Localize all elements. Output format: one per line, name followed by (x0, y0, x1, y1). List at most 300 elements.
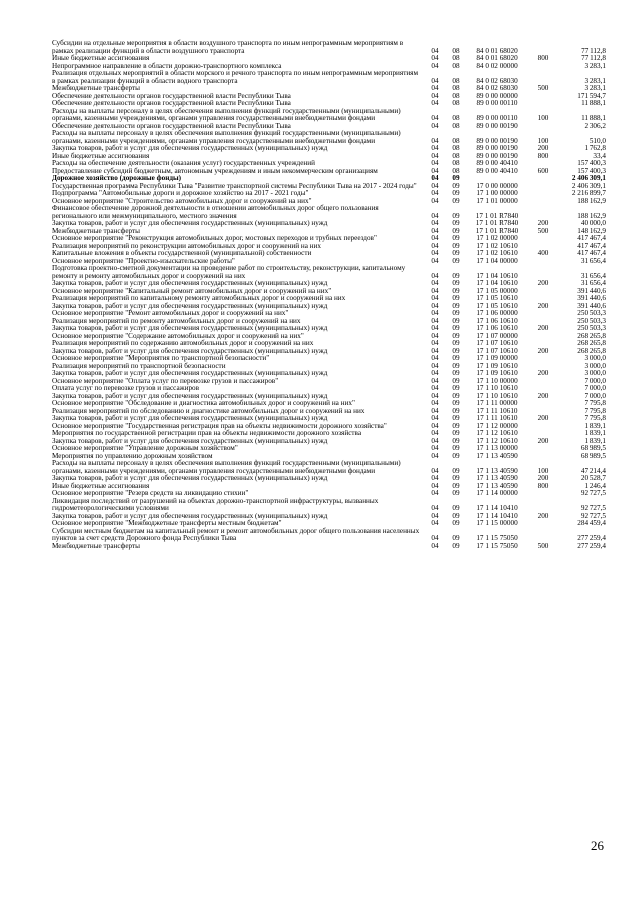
row-expense-type: 200 (537, 144, 549, 152)
row-subsection: 09 (452, 211, 460, 220)
table-row (52, 265, 606, 280)
row-target-article: 17 1 11 10610 (476, 414, 518, 422)
row-amount: 1 839,1 (584, 436, 606, 445)
row-section: 04 (431, 99, 439, 107)
page-number: 26 (591, 838, 604, 853)
row-section: 04 (431, 354, 439, 362)
row-description: Закупка товаров, работ и услуг для обеспечения государственных (муниципальных) нужд (52, 414, 328, 422)
row-description: Закупка товаров, работ и услуг для обеспечения государственных (муниципальных) нужд (52, 301, 328, 310)
row-section: 04 (431, 384, 439, 392)
row-section: 04 (431, 429, 439, 437)
row-section: 04 (431, 339, 439, 347)
row-target-article: 17 1 06 00000 (476, 309, 518, 317)
row-description: Реализация мероприятий по капитальному ремонту автомобильных дорог и сооружений на них (52, 294, 346, 302)
row-target-article: 17 1 01 R7840 (475, 211, 519, 220)
row-target-article: 89 0 00 00190 (476, 144, 518, 152)
row-target-article: 17 1 14 10410 (476, 504, 518, 512)
row-section: 04 (431, 211, 439, 220)
row-description: Закупка товаров, работ и услуг для обеспечения государственных (муниципальных) нужд (52, 219, 328, 227)
row-description: Закупка товаров, работ и услуг для обеспечения государственных (муниципальных) нужд (52, 474, 328, 482)
row-target-article: 17 1 06 10610 (476, 316, 518, 325)
row-description: Непрограммное направление в области дорожно-транспортного комплекса (52, 61, 282, 70)
row-section: 04 (431, 241, 439, 250)
row-target-article: 17 1 07 10610 (476, 339, 518, 347)
row-target-article: 17 1 09 00000 (476, 354, 518, 362)
row-target-article: 17 1 00 00000 (476, 189, 518, 197)
row-section: 04 (431, 54, 439, 62)
row-section: 04 (431, 76, 439, 85)
row-expense-type: 600 (537, 166, 549, 175)
row-expense-type (528, 258, 558, 266)
row-description: Государственная программа Республики Тыва "Развитие транспортной системы Республики Тыва на 2017 - 2024 годы" (52, 181, 417, 190)
row-subsection: 09 (452, 444, 460, 452)
table-row (52, 70, 606, 85)
row-section: 04 (431, 256, 439, 265)
row-description: Основное мероприятие "Строительство автомобильных дорог и сооружений на них" (52, 196, 312, 205)
row-subsection: 09 (452, 421, 460, 430)
row-section: 04 (431, 504, 439, 512)
row-description: Оплата услуг по перевозке грузов и пассажиров (52, 384, 200, 392)
row-subsection: 09 (452, 511, 460, 520)
row-subsection: 09 (452, 294, 460, 302)
row-expense-type (528, 175, 558, 183)
row-expense-type: 800 (537, 54, 549, 62)
row-subsection: 08 (452, 114, 460, 122)
row-amount: 1 246,4 (584, 481, 606, 490)
row-target-article: 17 1 02 00000 (476, 234, 518, 242)
row-description: Основное мероприятие "Оплата услуг по перевозке грузов и пассажиров" (52, 376, 279, 385)
row-expense-type (528, 265, 558, 280)
row-amount: 33,4 (593, 151, 606, 160)
row-description: Межбюджетные трансферты (52, 226, 140, 235)
row-amount: 20 528,7 (580, 474, 606, 482)
row-amount: 7 000,0 (584, 384, 606, 392)
row-section: 04 (431, 451, 439, 460)
row-description: Расходы на обеспечение деятельности (оказания услуг) государственных учреждений (52, 159, 315, 167)
row-target-article: 17 1 05 10610 (476, 301, 518, 310)
row-target-article: 17 1 15 75050 (476, 541, 518, 550)
row-subsection: 09 (452, 189, 460, 197)
row-subsection: 09 (452, 286, 460, 295)
row-target-article: 17 1 09 10610 (476, 369, 518, 377)
row-subsection: 09 (452, 519, 460, 527)
row-section: 04 (431, 234, 439, 242)
row-expense-type (528, 378, 558, 386)
row-target-article: 17 1 04 10610 (476, 279, 518, 287)
row-expense-type (528, 310, 558, 318)
row-expense-type (528, 198, 558, 206)
row-expense-type: 800 (537, 151, 549, 160)
row-expense-type: 200 (537, 346, 549, 355)
row-section: 04 (431, 436, 439, 445)
row-section: 04 (431, 399, 439, 407)
row-description: Мероприятия по государственной регистрации прав на объекты недвижимости дорожного хозяйства (52, 429, 362, 437)
row-description: Основное мероприятие "Капитальный ремонт автомобильных дорог и сооружений на них" (52, 286, 332, 295)
row-target-article: 17 1 07 00000 (476, 331, 518, 340)
row-subsection: 09 (452, 474, 460, 482)
row-subsection: 09 (452, 391, 460, 400)
budget-table (52, 40, 606, 550)
table-row (52, 40, 606, 55)
row-subsection: 09 (452, 414, 460, 422)
row-section: 04 (431, 121, 439, 130)
row-description: Реализация мероприятий по ремонту автомобильных дорог и сооружений на них (52, 316, 301, 325)
row-expense-type (528, 333, 558, 341)
row-expense-type (528, 63, 558, 71)
row-description: Основное мероприятие "Управление дорожным хозяйством" (52, 444, 238, 452)
row-subsection: 08 (452, 46, 460, 55)
row-section: 04 (431, 421, 439, 430)
row-target-article: 89 0 00 00000 (476, 91, 518, 100)
row-subsection: 09 (452, 339, 460, 347)
row-amount: 77 112,8 (581, 46, 606, 55)
row-description: Закупка товаров, работ и услуг для обеспечения государственных (муниципальных) нужд (52, 279, 328, 287)
row-expense-type (528, 520, 558, 528)
row-target-article: 89 0 00 00190 (476, 121, 518, 130)
row-description: Основное мероприятие "Обследование и диагностика автомобильных дорог и сооружений на них" (52, 399, 355, 407)
row-subsection: 09 (452, 331, 460, 340)
row-subsection: 09 (452, 309, 460, 317)
row-amount: 7 000,0 (584, 391, 606, 400)
row-description: Субсидии на отдельные мероприятия в области воздушного транспорта по иным непрограммным мероприятиям в рамках реализации функций в области воздушного транспорта (52, 39, 404, 55)
row-subsection: 08 (452, 84, 460, 92)
row-section: 04 (431, 294, 439, 302)
row-amount: 268 265,8 (577, 346, 606, 355)
row-subsection: 09 (452, 226, 460, 235)
row-target-article: 17 1 13 00000 (476, 444, 518, 452)
row-target-article: 84 0 01 68020 (476, 46, 518, 55)
row-section: 04 (431, 61, 439, 70)
row-section: 04 (431, 166, 439, 175)
row-subsection: 09 (452, 219, 460, 227)
row-expense-type: 100 (537, 114, 549, 122)
row-section: 04 (431, 46, 439, 55)
row-description: Финансовое обеспечение дорожной деятельности в отношении автомобильных дорог общего пользования регионального или межмуниципального, местного значения (52, 204, 379, 220)
row-subsection: 09 (452, 249, 460, 257)
row-target-article: 17 1 15 00000 (476, 519, 518, 527)
row-subsection: 08 (452, 144, 460, 152)
row-target-article: 89 0 00 00110 (476, 99, 518, 107)
row-section: 04 (431, 361, 439, 370)
row-subsection: 08 (452, 76, 460, 85)
row-expense-type: 200 (537, 474, 549, 482)
row-description: Обеспечение деятельности органов государственной власти Республики Тыва (52, 99, 291, 107)
row-expense-type (528, 445, 558, 453)
row-target-article: 89 0 00 00190 (476, 151, 518, 160)
row-target-article: 17 1 10 00000 (476, 376, 518, 385)
row-description: Иные бюджетные ассигнования (52, 151, 150, 160)
row-section: 04 (431, 414, 439, 422)
row-amount: 11 888,1 (581, 114, 606, 122)
row-expense-type (528, 190, 558, 198)
row-amount: 250 503,3 (577, 324, 606, 332)
row-subsection: 09 (452, 256, 460, 265)
row-amount: 68 989,5 (580, 444, 606, 452)
row-section: 04 (431, 369, 439, 377)
row-amount: 3 283,1 (584, 61, 606, 70)
row-subsection: 08 (452, 99, 460, 107)
row-section: 04 (431, 196, 439, 205)
row-amount: 417 467,4 (577, 249, 606, 257)
row-subsection: 09 (452, 504, 460, 512)
row-amount: 391 440,6 (577, 294, 606, 302)
row-subsection: 09 (452, 384, 460, 392)
row-target-article: 89 0 00 00190 (476, 136, 518, 145)
row-subsection: 09 (452, 279, 460, 287)
row-amount: 417 467,4 (577, 234, 606, 242)
row-expense-type (528, 528, 558, 543)
row-section: 04 (431, 91, 439, 100)
row-description: Основное мероприятие "Государственная регистрация прав на объекты недвижимости дорожного хозяйства" (52, 421, 387, 430)
row-section: 04 (431, 466, 439, 475)
row-amount: 2 406 309,1 (571, 181, 606, 190)
row-expense-type (528, 355, 558, 363)
row-target-article: 84 0 02 68030 (476, 84, 518, 92)
row-target-article: 84 0 02 00000 (476, 61, 518, 70)
row-target-article: 17 1 01 00000 (476, 196, 518, 205)
row-section: 04 (431, 301, 439, 310)
row-section: 04 (431, 519, 439, 527)
row-subsection: 09 (452, 346, 460, 355)
row-section: 04 (431, 406, 439, 415)
row-target-article: 84 0 02 68030 (476, 76, 518, 85)
row-amount: 277 259,4 (577, 541, 606, 550)
row-description: Основное мероприятие "Межбюджетные трансферты местным бюджетам" (52, 519, 282, 527)
row-amount: 3 000,0 (584, 369, 606, 377)
row-target-article: 17 1 13 40590 (476, 481, 518, 490)
row-description: Расходы на выплаты персоналу в целях обеспечения выполнения функций государственными (муниципальными) органами, казенными учреждениями, органами управления государственными внебюджетными фондами (52, 129, 401, 145)
row-subsection: 09 (452, 436, 460, 445)
row-section: 04 (431, 159, 439, 167)
row-subsection: 08 (452, 54, 460, 62)
row-expense-type: 200 (537, 414, 549, 422)
row-target-article: 17 1 14 10410 (476, 511, 518, 520)
budget-document (52, 40, 606, 550)
row-target-article: 17 1 10 10610 (476, 384, 518, 392)
row-expense-type (528, 423, 558, 431)
row-expense-type (528, 400, 558, 408)
row-section: 04 (431, 541, 439, 550)
row-subsection: 08 (452, 166, 460, 175)
row-description: Основное мероприятие "Реконструкция автомобильных дорог, мостовых переходов и трубных переездов" (52, 234, 377, 242)
row-description: Подготовка проектно-сметной документации на проведение работ по строительству, реконструкции, капитальному ремонту и ремонту автомобильных дорог и сооружений на них (52, 264, 406, 280)
row-amount: 3 000,0 (584, 354, 606, 362)
row-subsection: 09 (452, 534, 460, 542)
row-subsection: 08 (452, 159, 460, 167)
row-subsection: 09 (452, 324, 460, 332)
row-description: Дорожное хозяйство (дорожные фонды) (52, 174, 181, 182)
row-expense-type: 500 (537, 226, 549, 235)
row-description: Реализация мероприятий по реконструкции автомобильных дорог и сооружений на них (52, 241, 321, 250)
row-amount: 31 656,4 (580, 271, 606, 280)
row-target-article: 89 0 00 00110 (476, 114, 518, 122)
row-description: Закупка товаров, работ и услуг для обеспечения государственных (муниципальных) нужд (52, 436, 328, 445)
row-subsection: 09 (452, 541, 460, 550)
row-subsection: 09 (452, 406, 460, 415)
row-target-article: 17 1 05 10610 (476, 294, 518, 302)
row-target-article: 17 1 12 10610 (476, 429, 518, 437)
row-amount: 7 000,0 (584, 376, 606, 385)
row-target-article: 17 1 06 10610 (476, 324, 518, 332)
row-expense-type (528, 183, 558, 191)
row-section: 04 (431, 144, 439, 152)
row-section: 04 (431, 444, 439, 452)
row-description: Закупка товаров, работ и услуг для обеспечения государственных (муниципальных) нужд (52, 144, 328, 152)
row-amount: 3 283,1 (584, 76, 606, 85)
row-amount: 3 000,0 (584, 361, 606, 370)
row-amount: 7 795,8 (584, 414, 606, 422)
row-subsection: 09 (452, 399, 460, 407)
table-row (52, 130, 606, 145)
row-target-article: 89 0 00 40410 (476, 159, 518, 167)
table-row (52, 498, 606, 513)
row-description: Основное мероприятие "Ремонт автомобильных дорог и сооружений на них" (52, 309, 289, 317)
row-section: 04 (431, 114, 439, 122)
row-section: 04 (431, 151, 439, 160)
row-subsection: 09 (452, 354, 460, 362)
row-subsection: 09 (452, 376, 460, 385)
row-description: Субсидии местным бюджетам на капитальный ремонт и ремонт автомобильных дорог общего пользования населенных пунктов за счет средств Дорожного фонда Республики Тыва (52, 526, 420, 542)
row-target-article: 17 1 04 00000 (476, 256, 518, 265)
row-target-article: 17 1 12 00000 (476, 421, 518, 430)
row-subsection: 08 (452, 136, 460, 145)
row-amount: 188 162,9 (577, 196, 606, 205)
row-section: 04 (431, 271, 439, 280)
row-subsection: 09 (452, 429, 460, 437)
row-section: 04 (431, 474, 439, 482)
row-description: Реализация мероприятий по обследованию и диагностике автомобильных дорог и сооружений на них (52, 406, 365, 415)
row-description: Основное мероприятие "Мероприятия по транспортной безопасности" (52, 354, 270, 362)
row-expense-type (528, 205, 558, 220)
row-amount: 188 162,9 (577, 211, 606, 220)
row-expense-type: 800 (537, 481, 549, 490)
row-amount: 92 727,5 (580, 511, 606, 520)
row-expense-type: 200 (537, 391, 549, 400)
row-section: 04 (431, 391, 439, 400)
row-section: 04 (431, 331, 439, 340)
row-description: Расходы на выплаты персоналу в целях обеспечения выполнения функций государственными (муниципальными) органами, казенными учреждениями, органами управления государственными внебюджетными фондами (52, 106, 401, 122)
row-section: 04 (431, 489, 439, 497)
row-description: Реализация отдельных мероприятий в области морского и речного транспорта по иным непрограммным мероприятиям в рамках реализации функций в области водного транспорта (52, 69, 419, 85)
row-expense-type: 200 (537, 436, 549, 445)
row-subsection: 09 (452, 241, 460, 250)
row-target-article: 17 1 11 00000 (476, 399, 518, 407)
row-amount: 47 214,4 (580, 466, 606, 475)
row-amount: 250 503,3 (577, 309, 606, 317)
row-amount: 2 406 309,1 (571, 174, 606, 182)
row-amount: 3 283,1 (584, 84, 606, 92)
row-amount: 148 162,9 (577, 226, 606, 235)
row-section: 04 (431, 136, 439, 145)
row-amount: 268 265,8 (577, 331, 606, 340)
row-amount: 284 459,4 (577, 519, 606, 527)
row-amount: 31 656,4 (580, 256, 606, 265)
row-target-article: 17 1 10 10610 (476, 391, 518, 400)
row-section: 04 (431, 174, 439, 182)
row-amount: 7 795,8 (584, 406, 606, 415)
row-target-article: 17 1 02 10610 (476, 241, 518, 250)
row-target-article: 17 1 15 75050 (476, 534, 518, 542)
row-amount: 510,0 (589, 136, 606, 145)
row-target-article: 89 0 00 40410 (476, 166, 518, 175)
row-target-article: 17 1 02 10610 (476, 249, 518, 257)
row-expense-type: 200 (537, 219, 549, 227)
row-amount: 391 440,6 (577, 301, 606, 310)
row-section: 04 (431, 376, 439, 385)
row-amount: 417 467,4 (577, 241, 606, 250)
row-description: Ликвидация последствий от разрушений на объектах дорожно-транспортной инфраструктуры, вызванных гидрометеорологическими условиями (52, 496, 379, 512)
row-target-article: 17 1 01 R7840 (475, 219, 519, 227)
row-subsection: 09 (452, 174, 460, 182)
row-description: Межбюджетные трансферты (52, 84, 140, 92)
row-amount: 1 839,1 (584, 429, 606, 437)
row-expense-type: 400 (537, 249, 549, 257)
table-row (52, 528, 606, 543)
table-row (52, 460, 606, 475)
row-description: Закупка товаров, работ и услуг для обеспечения государственных (муниципальных) нужд (52, 324, 328, 332)
row-amount: 1 839,1 (584, 421, 606, 430)
row-description: Основное мероприятие "Проектно-изыскательские работы" (52, 256, 235, 265)
row-target-article: 17 1 13 40590 (476, 466, 518, 475)
row-amount: 391 440,6 (577, 286, 606, 295)
row-expense-type (528, 40, 558, 55)
row-amount: 77 112,8 (581, 54, 606, 62)
row-section: 04 (431, 324, 439, 332)
row-section: 04 (431, 189, 439, 197)
row-expense-type (528, 93, 558, 101)
row-section: 04 (431, 511, 439, 520)
row-section: 04 (431, 249, 439, 257)
row-amount: 11 888,1 (581, 99, 606, 107)
row-description: Обеспечение деятельности органов государственной власти Республики Тыва (52, 121, 291, 130)
row-subsection: 08 (452, 151, 460, 160)
row-subsection: 09 (452, 361, 460, 370)
row-expense-type (528, 123, 558, 131)
row-expense-type (528, 498, 558, 513)
row-section: 04 (431, 286, 439, 295)
row-section: 04 (431, 279, 439, 287)
row-amount: 157 400,3 (577, 159, 606, 167)
row-expense-type (528, 235, 558, 243)
row-expense-type (528, 70, 558, 85)
row-amount: 68 989,5 (580, 451, 606, 460)
row-description: Межбюджетные трансферты (52, 541, 140, 550)
row-description: Закупка товаров, работ и услуг для обеспечения государственных (муниципальных) нужд (52, 511, 328, 520)
row-subsection: 09 (452, 489, 460, 497)
row-description: Основное мероприятие "Резерв средств на ликвидацию стихии" (52, 489, 249, 497)
row-expense-type: 100 (537, 136, 549, 145)
row-amount: 268 265,8 (577, 339, 606, 347)
row-target-article: 17 1 04 10610 (476, 271, 518, 280)
row-section: 04 (431, 481, 439, 490)
row-section: 04 (431, 219, 439, 227)
row-target-article: 17 1 12 10610 (476, 436, 518, 445)
row-description: Мероприятия по управлению дорожным хозяйством (52, 451, 213, 460)
row-amount: 171 594,7 (577, 91, 606, 100)
row-subsection: 08 (452, 121, 460, 130)
row-description: Реализация мероприятий по транспортной безопасности (52, 361, 226, 370)
row-target-article: 17 1 05 00000 (476, 286, 518, 295)
row-subsection: 08 (452, 91, 460, 100)
row-target-article: 17 1 07 10610 (476, 346, 518, 355)
row-expense-type (528, 288, 558, 296)
table-row (52, 543, 606, 551)
row-description: Закупка товаров, работ и услуг для обеспечения государственных (муниципальных) нужд (52, 391, 328, 400)
row-description: Иные бюджетные ассигнования (52, 481, 150, 490)
table-row (52, 205, 606, 220)
row-target-article: 17 1 09 10610 (476, 361, 518, 370)
row-section: 04 (431, 534, 439, 542)
